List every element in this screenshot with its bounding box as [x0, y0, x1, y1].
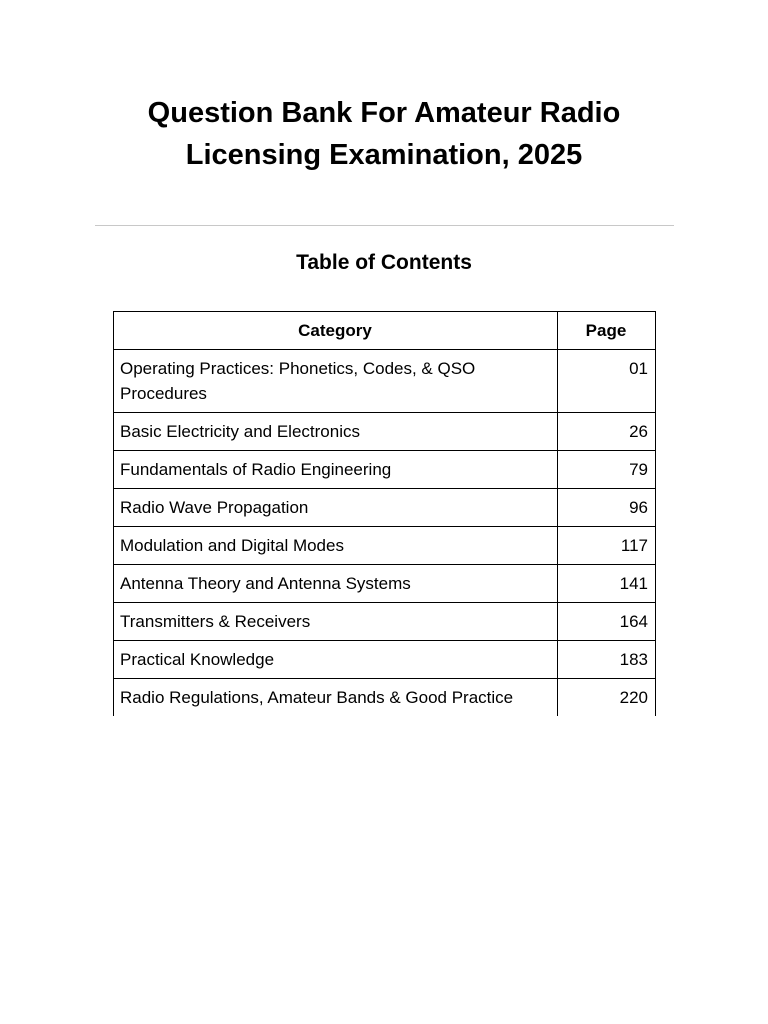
toc-table: [113, 311, 656, 716]
toc-page-number: 96: [558, 489, 656, 527]
toc-heading: Table of Contents: [296, 251, 472, 274]
toc-page-number: 141: [558, 565, 656, 603]
toc-row[interactable]: [114, 527, 656, 565]
toc-category[interactable]: Practical Knowledge: [114, 641, 558, 679]
toc-category[interactable]: Basic Electricity and Electronics: [114, 413, 558, 451]
toc-category[interactable]: Modulation and Digital Modes: [114, 527, 558, 565]
toc-page-number: 164: [558, 603, 656, 641]
document-title-line-2: Licensing Examination, 2025: [185, 139, 583, 171]
toc-category[interactable]: Transmitters & Receivers: [114, 603, 558, 641]
toc-row[interactable]: [114, 603, 656, 641]
column-header-category: Category: [114, 312, 558, 350]
toc-category[interactable]: Fundamentals of Radio Engineering: [114, 451, 558, 489]
toc-row[interactable]: [114, 641, 656, 679]
toc-page-number: 79: [558, 451, 656, 489]
toc-header-row: [114, 312, 656, 350]
toc-row[interactable]: [114, 679, 656, 717]
column-header-page: Page: [558, 312, 656, 350]
toc-row[interactable]: [114, 413, 656, 451]
toc-page-number: 01: [558, 350, 656, 413]
toc-page-number: 183: [558, 641, 656, 679]
toc-row[interactable]: [114, 451, 656, 489]
toc-page-number: 26: [558, 413, 656, 451]
document-title-line-1: Question Bank For Amateur Radio: [147, 97, 621, 129]
horizontal-divider: [95, 225, 674, 226]
toc-row[interactable]: [114, 565, 656, 603]
toc-category[interactable]: Antenna Theory and Antenna Systems: [114, 565, 558, 603]
toc-category[interactable]: Radio Regulations, Amateur Bands & Good Practice: [114, 679, 558, 717]
toc-row[interactable]: [114, 489, 656, 527]
toc-category[interactable]: Radio Wave Propagation: [114, 489, 558, 527]
toc-page-number: 117: [558, 527, 656, 565]
toc-row[interactable]: [114, 350, 656, 413]
toc-category[interactable]: Operating Practices: Phonetics, Codes, & QSO Procedures: [114, 350, 558, 413]
document-title: [0, 92, 768, 176]
toc-page-number: 220: [558, 679, 656, 717]
